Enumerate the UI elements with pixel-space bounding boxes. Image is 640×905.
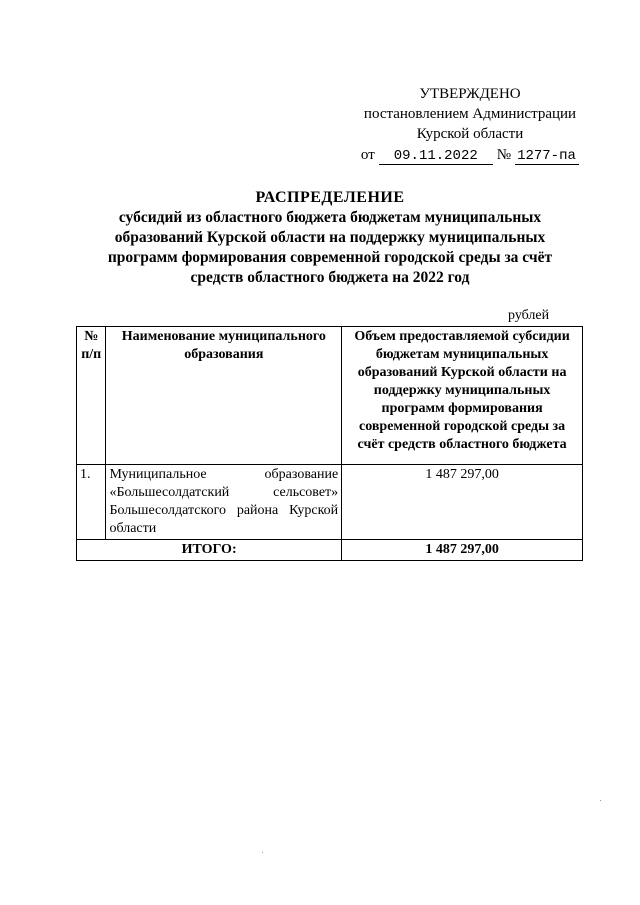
scan-speck — [262, 852, 263, 853]
document-title — [100, 188, 560, 288]
approval-date: 09.11.2022 — [379, 148, 493, 165]
row-name: Муниципальное образование «Большесолдатский сельсовет» Большесолдатского района Курской области — [106, 465, 342, 540]
approval-number: 1277-па — [515, 148, 579, 165]
number-prefix: № — [496, 147, 512, 163]
total-amount: 1 487 297,00 — [342, 540, 583, 561]
distribution-table — [76, 326, 583, 561]
approval-date-row — [360, 145, 580, 165]
title-line-3: программ формирования современной городской среды за счёт — [107, 249, 553, 266]
approval-status: УТВЕРЖДЕНО — [419, 86, 521, 102]
row-amount: 1 487 297,00 — [342, 465, 583, 540]
header-amount: Объем предоставляемой субсидии бюджетам муниципальных образований Курской области на поддержку муниципальных программ формирования современной городской среды за счёт средств областного бюджета — [342, 327, 583, 465]
header-name: Наименование муниципального образования — [106, 327, 342, 465]
table-total-row — [77, 540, 583, 561]
row-num: 1. — [77, 465, 106, 540]
table-header-row — [77, 327, 583, 465]
approval-line-2: Курской области — [416, 126, 524, 142]
approval-block — [360, 84, 580, 165]
date-prefix: от — [360, 147, 375, 163]
units-label: рублей — [508, 308, 550, 323]
title-line-2: образований Курской области на поддержку муниципальных — [114, 229, 546, 246]
table-row — [77, 465, 583, 540]
header-num: № п/п — [77, 327, 106, 465]
title-line-4: средств областного бюджета на 2022 год — [190, 269, 470, 286]
approval-line-1: постановлением Администрации — [363, 106, 577, 122]
title-line-1: субсидий из областного бюджета бюджетам муниципальных — [118, 209, 542, 226]
total-label: ИТОГО: — [77, 540, 342, 561]
title-main: РАСПРЕДЕЛЕНИЕ — [255, 189, 405, 206]
scan-speck — [600, 800, 601, 801]
